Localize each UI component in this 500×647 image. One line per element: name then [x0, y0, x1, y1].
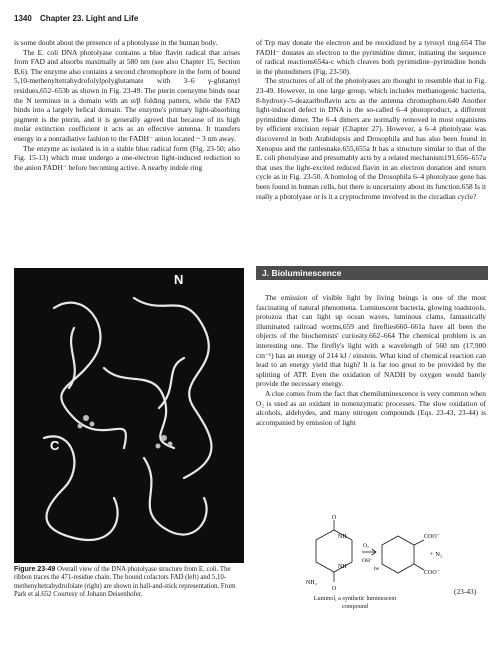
n-terminus-label: N: [174, 272, 184, 287]
paragraph: is some doubt about the presence of a photolyase in the human body.: [14, 38, 218, 47]
paragraph: The enzyme as isolated is in a stable blue radical form (Fig. 23-50; also Fig. 15-13) which must undergo a one-electron light-induced reduction to the anion FADH⁻ before becoming active. A nearby indole ring: [14, 143, 240, 172]
paragraph: The structures of all of the photolyases are thought to resemble that in Fig. 23-49. However, in one large group, which includes methanogenic bacteria, 8-hydroxy-5-deazariboflavin acts as the antenna chromophore.640 Another light-induced defect in DNA is the so-called 6–4 photoproduct, a different pyrimidine dimer. The 6–4 dimers are normally removed in most organisms by efficient excision repair (Chapter 27). However, a 6–4 photolyase was discovered in both Arabidopsis and Drosophila and has also been found in Xenopus and the rattlesnake.655,655a It has a structure similar to that of the E. coli photolyase and presumably acts by a related mechanism191,656–657a that uses the light-excited reduced flavin in an electron donation and return cycle as in Fig. 23-50. A homolog of the Drosophila 6–4 photolyase gene has been found in human cells, but there is uncertainty about its function.658 Is it really a photolyase or is it a cryptochrome involved in the circadian cycle?: [256, 76, 486, 201]
figure-number: Figure 23-49: [14, 566, 56, 573]
coo-bottom: COO⁻: [424, 570, 440, 576]
paragraph: A clue comes from the fact that chemiluminescence is very common when O₂ is used as an oxidant in nonenzymatic processes. The slow oxidation of alcohols, aldehydes, and many nitrogen compounds (Eqs. 23-43, 23-44) is accompanied by emission of light: [256, 388, 486, 427]
page-number: 1340: [14, 14, 32, 23]
o2-reagent: O₂: [363, 543, 369, 549]
right-column-bottom: [256, 293, 486, 427]
oh-reagent: OH⁻: [362, 558, 373, 564]
c-terminus-label: C: [50, 438, 60, 453]
left-column: [14, 38, 240, 172]
protein-ribbon-figure: [14, 268, 244, 563]
compound-label: Luminol, a synthetic luminescent compound: [313, 595, 397, 610]
ribbon-diagram: [14, 268, 244, 563]
chapter-title: Chapter 23. Light and Life: [40, 14, 139, 23]
o-top: O: [332, 515, 337, 521]
paragraph: of Trp may donate the electron and be reoxidized by a tyrosyl ring.654 The FADH⁻ donates an electron to the pyrimidine dimer, initiating the sequence of radical reactions654a-c which cleaves both pyrimidine–pyrimidine bonds in the photodimers (Fig. 23-50).: [256, 38, 486, 76]
figure-caption: [14, 566, 244, 600]
right-column-top: [256, 38, 486, 201]
caption-text: Overall view of the DNA photolyase structure from E. coli. The ribbon traces the 471-residue chain. The bound cofactors FAD (left) and 5,10-methenyltetrahydrofolate (right) are shown in ball-and-stick representation. From Park et al.652 Courtesy of Johann Deisenhofer.: [14, 566, 236, 599]
hv-product: hν: [374, 566, 380, 572]
o-bottom: O: [332, 586, 337, 592]
paragraph: The emission of visible light by living beings is one of the most fascinating of natural phenomena. Luminescent bacteria, glowing toadstools, protozoa that can light up ocean waves, luminous clams, fantastically illuminated railroad worms,659 and fireflies660–661a have all been the objects of the biochemists' curiosity.662–664 The chemical problem is an interesting one. The firefly's light with a wavelength of 560 nm (17,900 cm⁻¹) has an energy of 214 kJ / einstein. What kind of chemical reaction can lead to an energy yield that high? It is far too great to be provided by the splitting of ATP. Even the oxidation of NADH by oxygen would barely provide the necessary energy.: [256, 293, 486, 389]
section-heading: J. Bioluminescence: [256, 266, 488, 280]
n2-product: + N₂: [430, 551, 443, 558]
paragraph: The E. coli DNA photolyase contains a blue flavin radical that arises from FAD and absorbs maximally at 580 nm (see also Chapter 15, Section B,6). The enzyme also contains a second chromophore in the form of bound 5,10-methenyltetrahydrofolylpolyglutamate with 3–6 γ-glutamyl residues,652–653b as shown in Fig. 23-49. The pterin coenzyme binds near the N terminus in a domain with an α/β folding pattern, while the FAD binds into a largely helical domain. The enzyme's primary light-absorbing pigment is the pterin, and it is generally agreed that because of its high molar extinction coefficient it acts as an effective antenna. It transfers energy in a nonradiative fashion to the FADH⁻ anion located ~ 3 nm away.: [14, 47, 240, 143]
running-header: [14, 14, 138, 23]
nh2: NH₂: [306, 580, 317, 586]
luminol-structure: [306, 512, 456, 596]
equation-number: (23-43): [454, 587, 477, 596]
nh-bottom: NH: [338, 564, 347, 570]
coo-top: COO⁻: [424, 534, 440, 540]
nh-top: NH: [338, 534, 347, 540]
